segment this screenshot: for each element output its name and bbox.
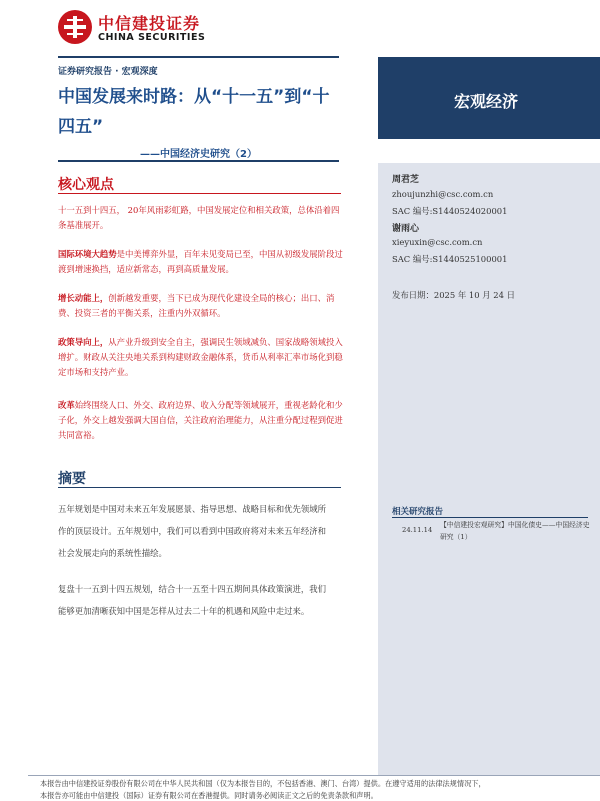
author-name: 周君芝 <box>392 175 420 185</box>
related-rule <box>392 517 588 518</box>
core-point-text: 创新越发重要，当下已成为现代化建设全局的核心；出口、消费、投资三者的平衡关系，注重内外双循环。 <box>58 293 335 318</box>
core-point-lead: 国际环境大趋势 <box>58 249 117 259</box>
summary-heading-rule <box>58 487 341 488</box>
logo-name-cn: 中信建投证券 <box>98 14 201 33</box>
summary-paragraph: 复盘十一五到十四五规划，结合十一五至十四五期间具体政策演进，我们能够更加清晰获知中国是怎样从过去二十年的机遇和风险中走过来。 <box>58 584 326 616</box>
author-email[interactable]: xieyuxin@csc.com.cn <box>392 237 483 247</box>
related-item-date: 24.11.14 <box>402 526 433 534</box>
core-point-lead: 增长动能上， <box>58 293 109 303</box>
core-point <box>58 335 343 380</box>
footer-rule <box>28 775 600 776</box>
page-title <box>58 82 358 142</box>
breadcrumb: 证券研究报告 · 宏观深度 <box>58 67 158 77</box>
author-sac: SAC 编号:S1440524020001 <box>392 206 508 216</box>
core-heading-rule <box>58 193 341 194</box>
footer-disclaimer-1: 本报告由中信建投证券股份有限公司在中华人民共和国（仅为本报告目的，不包括香港、澳门、台湾）提供。在遵守适用的法律法规情况下， <box>40 779 486 788</box>
title-line-1: 中国发展来时路：从“十一五”到“十 <box>58 87 330 107</box>
core-point-text: 从产业升级到安全自主，强调民生领域减负、国家战略领域投入增扩。财政从关注央地关系到构建财政金融体系，货币从利率汇率市场化到稳定市场和支持产业。 <box>58 337 343 377</box>
core-heading: 核心观点 <box>58 177 114 193</box>
core-point-text: 始终围绕人口、外交、政府边界、收入分配等领域展开，重视老龄化和少子化，外交上越发强调大国自信，关注政府治理能力，从注重分配过程到促进共同富裕。 <box>58 400 343 440</box>
core-point <box>58 291 343 321</box>
core-intro: 十一五到十四五， 20年风雨彩虹路，中国发展定位和相关政策，总体沿着四条基准展开。 <box>58 205 340 230</box>
related-item-link[interactable]: 【中信建投宏观研究】中国化债史——中国经济史研究（1） <box>440 521 590 541</box>
header-rule <box>58 56 339 58</box>
company-logo <box>58 10 218 46</box>
logo-name-en: CHINA SECURITIES <box>98 32 206 43</box>
core-point-text: 是中美博弈外显，百年未见变局已至，中国从初级发展阶段过渡到增速换挡，适应新常态，再到高质量发展。 <box>58 249 343 274</box>
core-point <box>58 247 343 277</box>
publish-value: 2025 年 10 月 24 日 <box>433 290 515 300</box>
related-heading: 相关研究报告 <box>392 507 444 517</box>
author-email[interactable]: zhoujunzhi@csc.com.cn <box>392 189 494 199</box>
summary-paragraph: 五年规划是中国对未来五年发展愿景、指导思想、战略目标和优先领域所作的顶层设计。五年规划中，我们可以看到中国政府将对未来五年经济和社会发展走向的系统性描绘。 <box>58 504 326 558</box>
section-label: 宏观经济 <box>454 92 519 111</box>
footer-disclaimer-2: 本报告亦可能由中信建投（国际）证券有限公司在香港提供。同时请务必阅读正文之后的免责条款和声明。 <box>40 791 378 800</box>
core-point <box>58 398 343 443</box>
section-banner <box>378 57 600 139</box>
subtitle-rule <box>58 160 339 162</box>
core-point-lead: 改革 <box>58 400 75 410</box>
publish-date <box>392 289 515 301</box>
author-sac: SAC 编号:S1440525100001 <box>392 254 508 264</box>
page-subtitle: ——中国经济史研究（2） <box>140 149 257 160</box>
title-line-2: 四五” <box>58 117 104 137</box>
author-name: 谢雨心 <box>392 224 420 234</box>
summary-heading: 摘要 <box>58 471 86 487</box>
publish-label: 发布日期： <box>392 290 434 300</box>
core-point-lead: 政策导向上， <box>58 337 109 347</box>
logo-mark-icon <box>58 10 92 44</box>
